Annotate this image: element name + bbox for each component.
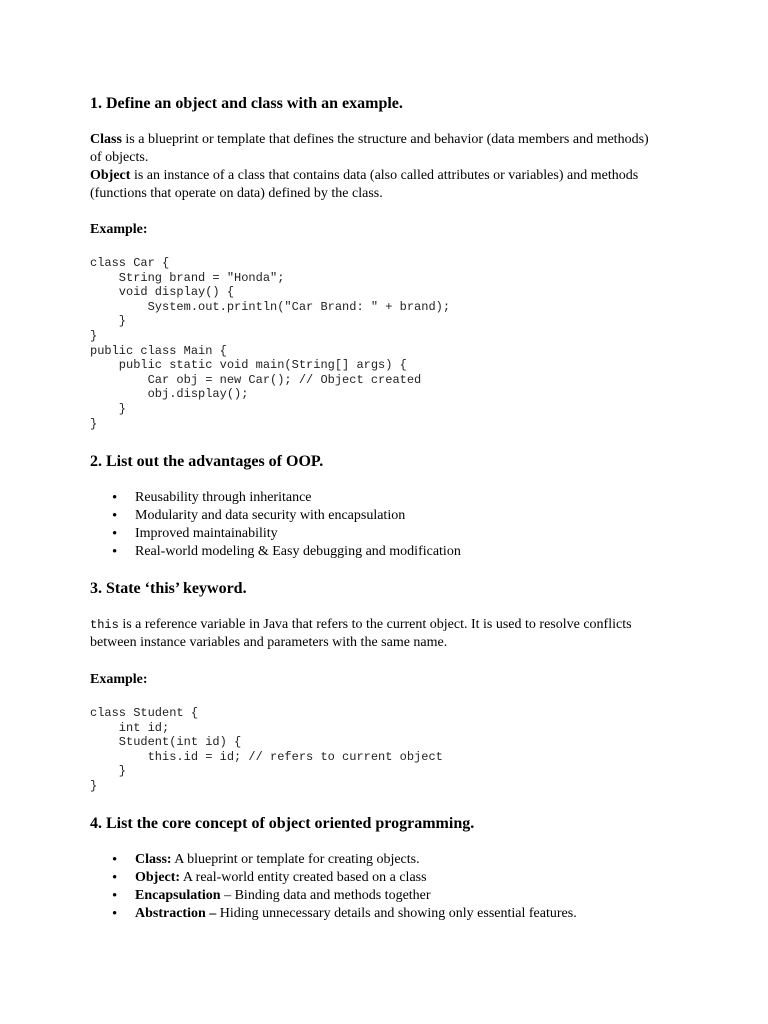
- list-item: [112, 869, 577, 887]
- class-definition-text: is a blueprint or template that defines the structure and behavior (data members and methods) of objects.: [90, 132, 649, 165]
- list-item: • Modularity and data security with encapsulation: [112, 507, 461, 525]
- concept-text: – Binding data and methods together: [220, 888, 431, 903]
- concept-term: Encapsulation: [135, 888, 221, 903]
- concept-term: Object:: [135, 870, 181, 885]
- q1-example-label: Example:: [90, 222, 148, 237]
- concept-text: Hiding unnecessary details and showing only essential features.: [216, 906, 577, 921]
- q2-heading: 2. List out the advantages of OOP.: [90, 453, 324, 470]
- this-description-text: is a reference variable in Java that refers to the current object. It is used to resolve conflicts between instance variables and parameters with the same name.: [90, 617, 632, 650]
- concept-term: Class:: [135, 852, 172, 867]
- concept-text: A blueprint or template for creating objects.: [171, 852, 420, 867]
- object-definition-text: is an instance of a class that contains data (also called attributes or variables) and methods (functions that operate on data) defined by the class.: [90, 168, 639, 201]
- object-term: Object: [90, 168, 131, 183]
- concept-text: A real-world entity created based on a class: [180, 870, 427, 885]
- list-item: [112, 905, 577, 923]
- this-description: [90, 616, 680, 652]
- object-definition: [90, 167, 650, 203]
- q3-heading: 3. State ‘this’ keyword.: [90, 580, 247, 597]
- advantages-list: [112, 489, 461, 561]
- list-item: [112, 851, 577, 869]
- q1-heading: 1. Define an object and class with an example.: [90, 95, 403, 112]
- q1-code-block: class Car { String brand = "Honda"; void display() { System.out.println("Car Brand: " + brand); } } public class Main { public static void main(String[] args) { Car obj = new Car(); // Object created obj.display(); } }: [90, 256, 451, 431]
- concept-term: Abstraction –: [135, 906, 217, 921]
- q3-example-label: Example:: [90, 672, 148, 687]
- class-definition: [90, 131, 650, 167]
- list-item: [112, 887, 577, 905]
- class-term: Class: [90, 132, 122, 147]
- core-concepts-list: [112, 851, 577, 923]
- list-item: • Improved maintainability: [112, 525, 461, 543]
- this-keyword: this: [90, 618, 119, 632]
- list-item: • Reusability through inheritance: [112, 489, 461, 507]
- q3-code-block: class Student { int id; Student(int id) { this.id = id; // refers to current object } }: [90, 706, 443, 793]
- q4-heading: 4. List the core concept of object oriented programming.: [90, 815, 475, 832]
- list-item: • Real-world modeling & Easy debugging and modification: [112, 543, 461, 561]
